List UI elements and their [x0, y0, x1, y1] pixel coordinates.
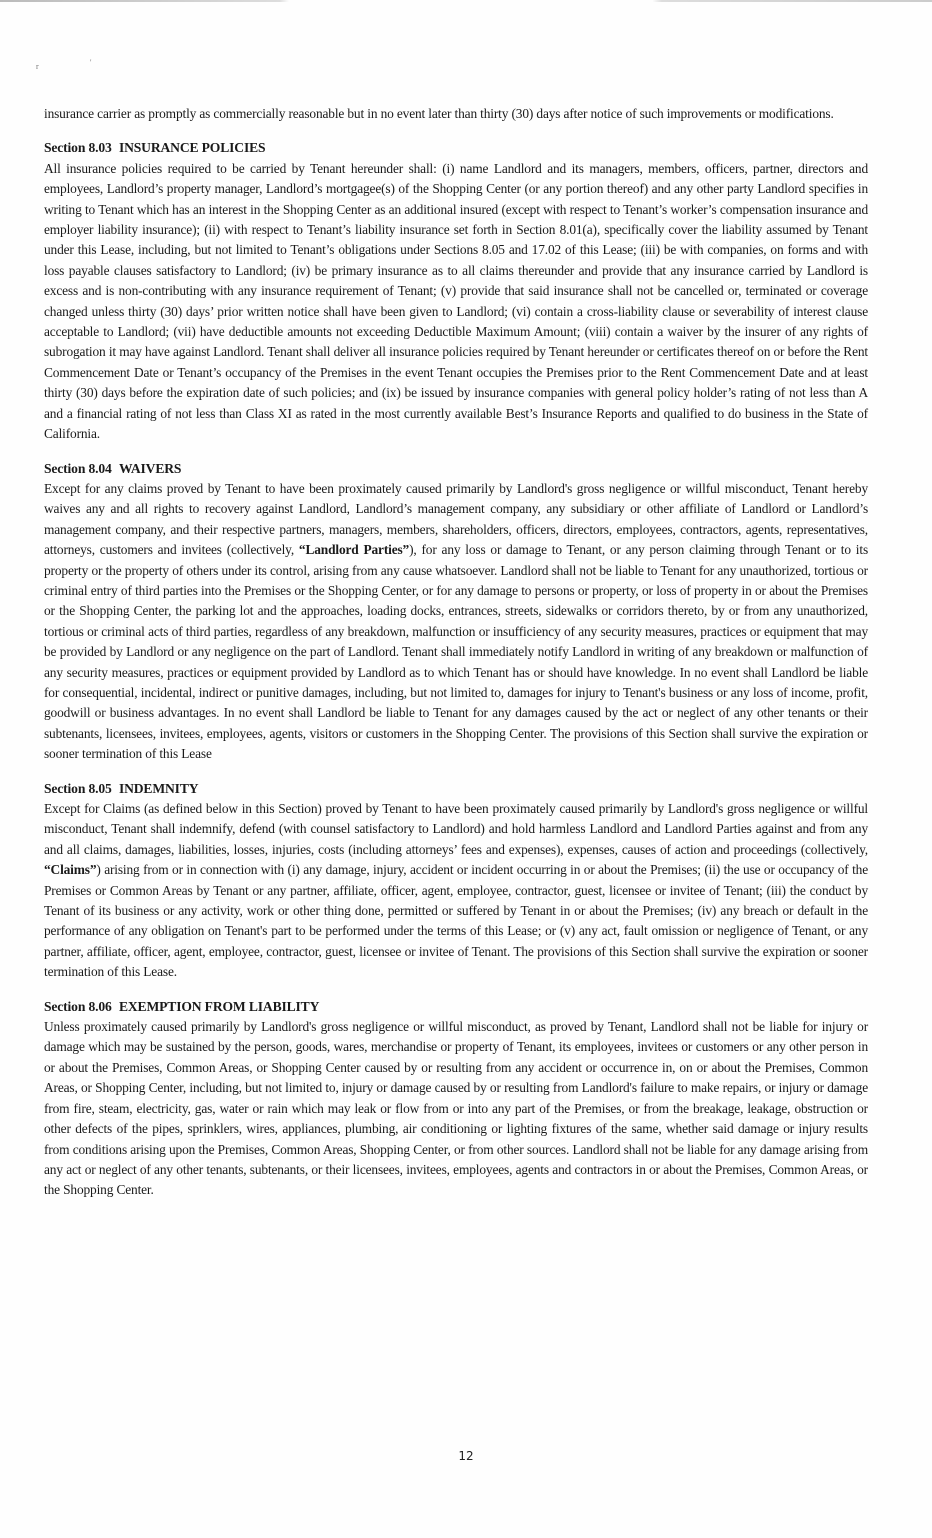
section-body — [44, 479, 868, 765]
section-heading — [44, 997, 868, 1017]
document-body — [44, 104, 868, 1215]
section-heading — [44, 138, 868, 158]
intro-paragraph: insurance carrier as promptly as commercially reasonable but in no event later than thirty (30) days after notice of such improvements or modifications. — [44, 106, 834, 121]
section-8-03 — [44, 138, 868, 444]
section-title: INSURANCE POLICIES — [118, 140, 266, 156]
section-body: Unless proximately caused primarily by Landlord's gross negligence or willful misconduct, as proved by Tenant, Landlord shall not be liable for injury or damage which may be sustained by the person, goods, wares, merchandise or property of Tenant, its employees, invitees or customers or any other person in or about the Premises, Common Areas, or Shopping Center caused by or resulting from any accident or occurrence in, on or about the Premises, Common Areas, or Shopping Center, including, but not limited to, injury or damage caused by or resulting from Landlord's failure to make repairs, or injury or damage from fire, steam, electricity, gas, water or rain which may leak or flow from or into any part of the Premises, or from the breakage, leakage, obstruction or other defects of the pipes, sprinklers, wires, appliances, plumbing, air conditioning or lighting fixtures of the same, whether said damage or injury results from conditions arising upon the Premises, Common Areas, Shopping Center, or from other sources. Landlord shall not be liable for any damage arising from any act or neglect of any other tenants, subtenants, or their licensees, invitees, employees, agents and contractors in or about the Premises, Common Areas, or the Shopping Center. — [44, 1019, 868, 1198]
defined-term: “Landlord Parties” — [298, 542, 410, 558]
body-text: Except for Claims (as defined below in this Section) proved by Tenant to have been proximately caused primarily by Landlord's gross negligence or willful misconduct, Tenant shall indemnify, defend (with counsel satisfactory to Landlord) and hold harmless Landlord and Landlord Parties against and from any and all claims, damages, liabilities, losses, injuries, costs (including attorneys’ fees and expenses), expenses, causes of action and proceedings (collectively, — [44, 801, 868, 857]
section-number: Section 8.06 — [44, 998, 112, 1014]
section-8-06 — [44, 997, 868, 1201]
section-8-04 — [44, 459, 868, 765]
section-heading — [44, 779, 868, 799]
body-text: Except for any claims proved by Tenant to have been proximately caused primarily by Landlord's gross negligence or willful misconduct, Tenant hereby waives any and all rights to recovery against Landlord, Landlord’s management company, any subsidiary or other affiliate of Landlord or Landlord’s management company, and their respective partners, managers, members, shareholders, officers, directors, employees, contractors, agents, representatives, attorneys, customers and invitees (collectively, — [44, 480, 868, 558]
body-text: ) arising from or in connection with (i) any damage, injury, accident or incident occurring in or about the Premises; (ii) the use or occupancy of the Premises or Common Areas by Tenant or any partner, affiliate, officer, agent, employee, contractor, guest, licensee or invitee of Tenant; (iii) the conduct by Tenant of its business or any activity, work or other thing done, permitted or suffered by Tenant in or about the Premises; (iv) any breach or default in the performance of any obligation on Tenant's part to be performed under the terms of this Lease; or (v) any act, fault omission or negligence of Tenant, or any partner, affiliate, officer, agent, employee, contractor, guest, licensee or invitee of Tenant. The provisions of this Section shall survive the expiration or sooner termination of this Lease. — [44, 862, 868, 980]
scan-speck: ' — [90, 58, 92, 67]
section-title: WAIVERS — [118, 460, 182, 476]
scan-speck: r — [36, 62, 39, 71]
section-title: EXEMPTION FROM LIABILITY — [118, 998, 320, 1014]
section-heading — [44, 459, 868, 479]
page-number: 12 — [458, 1449, 474, 1463]
section-body — [44, 799, 868, 983]
defined-term: “Claims” — [44, 862, 97, 878]
section-number: Section 8.05 — [44, 780, 112, 796]
scan-edge-line — [0, 0, 932, 2]
section-number: Section 8.04 — [44, 460, 112, 476]
section-number: Section 8.03 — [44, 140, 112, 156]
section-title: INDEMNITY — [118, 780, 199, 796]
section-8-05 — [44, 779, 868, 983]
body-text: ), for any loss or damage to Tenant, or any person claiming through Tenant or to its property or the property of others under its control, arising from any cause whatsoever. Landlord shall not be liable to Tenant for any unauthorized, tortious or criminal entry of third parties into the Premises or the Shopping Center, or for any damage to persons or property, or loss of property in or about the Premises or the Shopping Center, the parking lot and the approaches, loading docks, entrances, streets, sidewalks or corridors thereto, by or from any unauthorized, tortious or criminal acts of third parties, regardless of any breakdown, malfunction or insufficiency of any security measures, practices or equipment that may be provided by Landlord or any negligence on the part of Landlord. Tenant shall immediately notify Landlord in writing of any breakdown or malfunction of any security measures, practices or equipment provided by Landlord as to which Tenant has or should have knowledge. In no event shall Landlord be liable for consequential, incidental, indirect or punitive damages, including, but not limited to, damages for injury to Tenant's business or any loss of income, profit, goodwill or business advantages. In no event shall Landlord be liable to Tenant for any damages caused by the act or neglect of any other tenants or their subtenants, licensees, invitees, employees, agents, visitors or customers in the Shopping Center. The provisions of this Section shall survive the expiration or sooner termination of this Lease — [44, 542, 869, 762]
section-body: All insurance policies required to be carried by Tenant hereunder shall: (i) name Landlord and its managers, members, officers, partner, directors and employees, Landlord’s property manager, Landlord’s mortgagee(s) of the Shopping Center (or any portion thereof) and any other party Landlord specifies in writing to Tenant which has an interest in the Shopping Center as an additional insured (except with respect to Tenant’s worker’s compensation insurance and employer liability insurance); (ii) with respect to Tenant’s liability insurance set forth in Section 8.01(a), specifically cover the liability assumed by Tenant under this Lease, including, but not limited to Tenant’s obligations under Sections 8.05 and 17.02 of this Lease; (iii) be with companies, on forms and with loss payable clauses satisfactory to Landlord; (iv) be primary insurance as to all claims thereunder and provide that any insurance carried by Landlord is excess and is non-contributing with any insurance requirement of Tenant; (v) provide that said insurance shall not be cancelled or, terminated or coverage changed unless thirty (30) days’ prior written notice shall have been given to Landlord; (vi) contain a cross-liability clause or severability of interest clause acceptable to Landlord; (vii) have deductible amounts not exceeding Deductible Maximum Amount; (viii) contain a waiver by the insurer of any rights of subrogation it may have against Landlord. Tenant shall deliver all insurance policies required by Tenant hereunder or certificates thereof on or before the Rent Commencement Date or Tenant’s occupancy of the Premises in the event Tenant occupies the Premises prior to the Rent Commencement Date and at least thirty (30) days before the expiration date of such policies; and (ix) be issued by insurance companies with general policy holder’s rating of not less than A and a financial rating of not less than Class XI as rated in the most currently available Best’s Insurance Reports and qualified to do business in the State of California. — [44, 160, 868, 442]
